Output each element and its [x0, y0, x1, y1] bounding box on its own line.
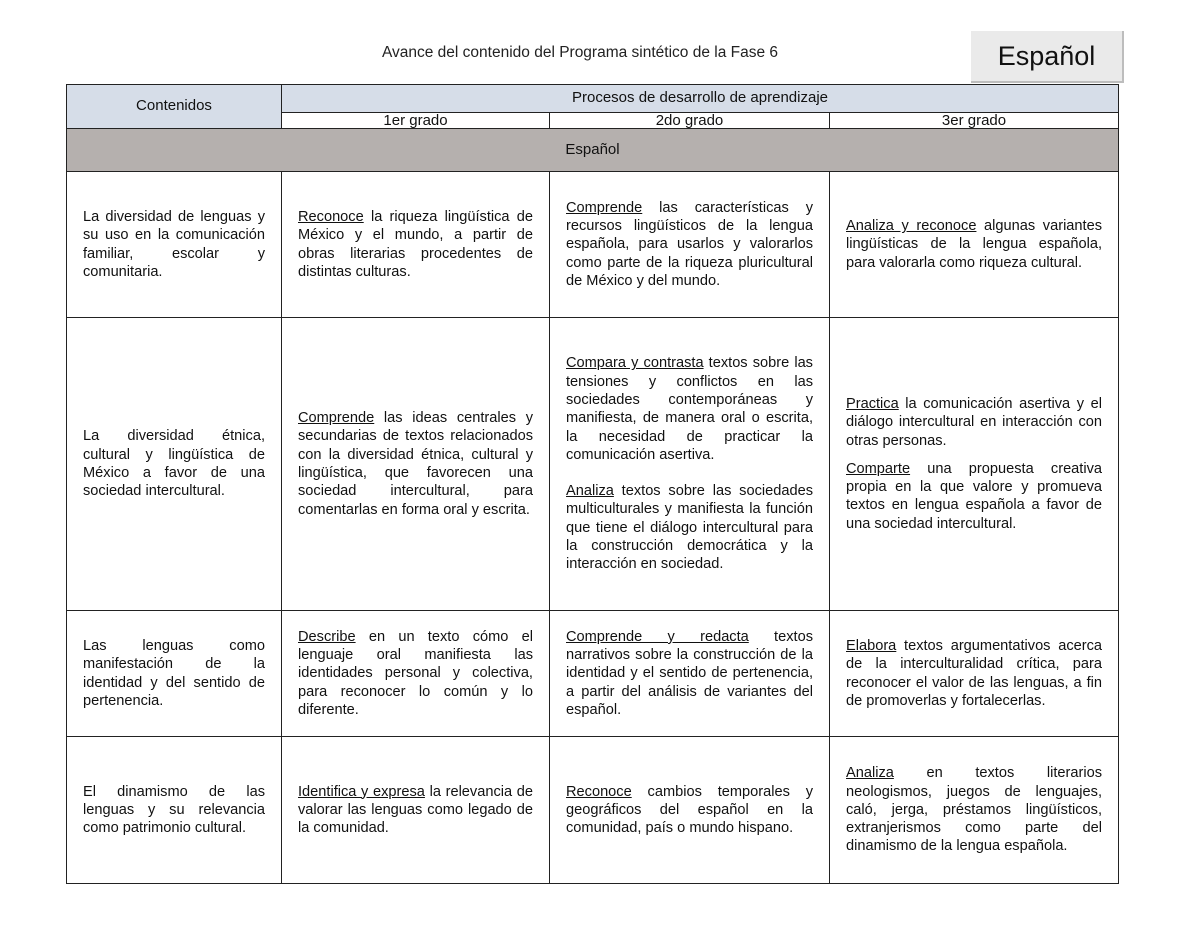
- processes-column-header: Procesos de desarrollo de aprendizaje: [282, 85, 1119, 113]
- grade2-cell: [550, 172, 830, 318]
- learning-text: la riqueza lingüística de México y el mundo, a partir de obras literarias procedentes de distintas culturas.: [298, 208, 533, 280]
- learning-verb: Comprende: [298, 410, 375, 427]
- grade1-cell: [282, 318, 550, 611]
- grade3-cell: [830, 172, 1119, 318]
- grade-header-2: 2do grado: [550, 113, 830, 129]
- learning-text: la relevancia de valorar las lenguas como legado de la comunidad.: [298, 783, 533, 837]
- section-header: Español: [67, 129, 1119, 172]
- learning-text: una propuesta creativa propia en la que valore y promueva textos en lengua española a favor de una sociedad intercultural.: [846, 460, 1103, 532]
- content-cell: La diversidad de lenguas y su uso en la comunicación familiar, escolar y comunitaria.: [67, 172, 282, 318]
- grade3-cell: [830, 737, 1119, 884]
- content-cell: El dinamismo de las lenguas y su relevancia como patrimonio cultural.: [67, 737, 282, 884]
- content-cell: Las lenguas como manifestación de la identidad y del sentido de pertenencia.: [67, 611, 282, 737]
- learning-text: algunas variantes lingüísticas de la lengua española, para valorarla como riqueza cultural.: [846, 218, 1103, 271]
- learning-verb: Reconoce: [298, 208, 364, 225]
- document-title: Avance del contenido del Programa sintético de la Fase 6: [381, 44, 779, 61]
- grade2-cell: [550, 737, 830, 884]
- subject-label: Español: [971, 31, 1124, 83]
- learning-text: textos sobre las sociedades multiculturales y manifiesta la función que tiene el diálogo intercultural para la construcción democrática y la interacción en sociedad.: [566, 483, 813, 573]
- learning-text: en un texto cómo el lenguaje oral manifiesta las identidades personal y colectiva, para reconocer lo común y lo diferente.: [298, 628, 533, 718]
- learning-text: textos argumentativos acerca de la interculturalidad crítica, para reconocer el valor de las lenguas, a fin de promoverlas y fortalecerlas.: [846, 637, 1103, 709]
- learning-verb: Comprende y redacta: [566, 628, 749, 645]
- learning-text: en textos literarios neologismos, juegos de lenguajes, caló, jerga, préstamos lingüísticos, extranjerismos como parte del dinamismo de la lengua española.: [846, 765, 1103, 855]
- table-row: [67, 318, 1119, 611]
- learning-text: textos sobre las tensiones y conflictos en las sociedades contemporáneas y manifiesta, de manera oral o escrita, la necesidad de practicar la comunicación asertiva.: [566, 355, 813, 463]
- grade1-cell: [282, 737, 550, 884]
- contents-column-header: Contenidos: [67, 85, 282, 129]
- grade1-cell: [282, 172, 550, 318]
- program-table: [66, 84, 1119, 884]
- grade2-cell: [550, 611, 830, 737]
- learning-verb: Analiza: [846, 765, 894, 782]
- learning-verb: Comparte: [846, 460, 911, 477]
- learning-verb: Practica: [846, 395, 899, 412]
- learning-verb: Comprende: [566, 199, 643, 216]
- learning-text: textos narrativos sobre la construcción de la identidad y el sentido de pertenencia, a partir del análisis de variantes del español.: [566, 628, 813, 718]
- learning-text: las características y recursos lingüísticos de la lengua española, para usarlos y valorarlos como parte de la riqueza pluricultural de México y del mundo.: [566, 199, 813, 289]
- learning-text: las ideas centrales y secundarias de textos relacionados con la diversidad étnica, cultural y lingüística, que favorecen una sociedad intercultural, para comentarlas en forma oral y escrita.: [298, 410, 533, 518]
- grade1-cell: [282, 611, 550, 737]
- grade2-cell: [550, 318, 830, 611]
- learning-verb: Analiza: [566, 483, 614, 500]
- content-cell: La diversidad étnica, cultural y lingüística de México a favor de una sociedad intercultural.: [67, 318, 282, 611]
- learning-verb: Elabora: [846, 637, 897, 654]
- table-row: [67, 172, 1119, 318]
- grade3-cell: [830, 611, 1119, 737]
- learning-verb: Describe: [298, 628, 356, 645]
- learning-text: la comunicación asertiva y el diálogo intercultural en interacción con otras personas.: [846, 395, 1103, 449]
- grade-header-3: 3er grado: [830, 113, 1119, 129]
- learning-verb: Reconoce: [566, 783, 632, 800]
- learning-verb: Analiza y reconoce: [846, 218, 977, 235]
- learning-verb: Compara y contrasta: [566, 355, 704, 372]
- table-row: [67, 611, 1119, 737]
- learning-text: cambios temporales y geográficos del español en la comunidad, país o mundo hispano.: [566, 783, 813, 837]
- learning-verb: Identifica y expresa: [298, 783, 425, 800]
- grade-header-1: 1er grado: [282, 113, 550, 129]
- grade3-cell: [830, 318, 1119, 611]
- table-row: [67, 737, 1119, 884]
